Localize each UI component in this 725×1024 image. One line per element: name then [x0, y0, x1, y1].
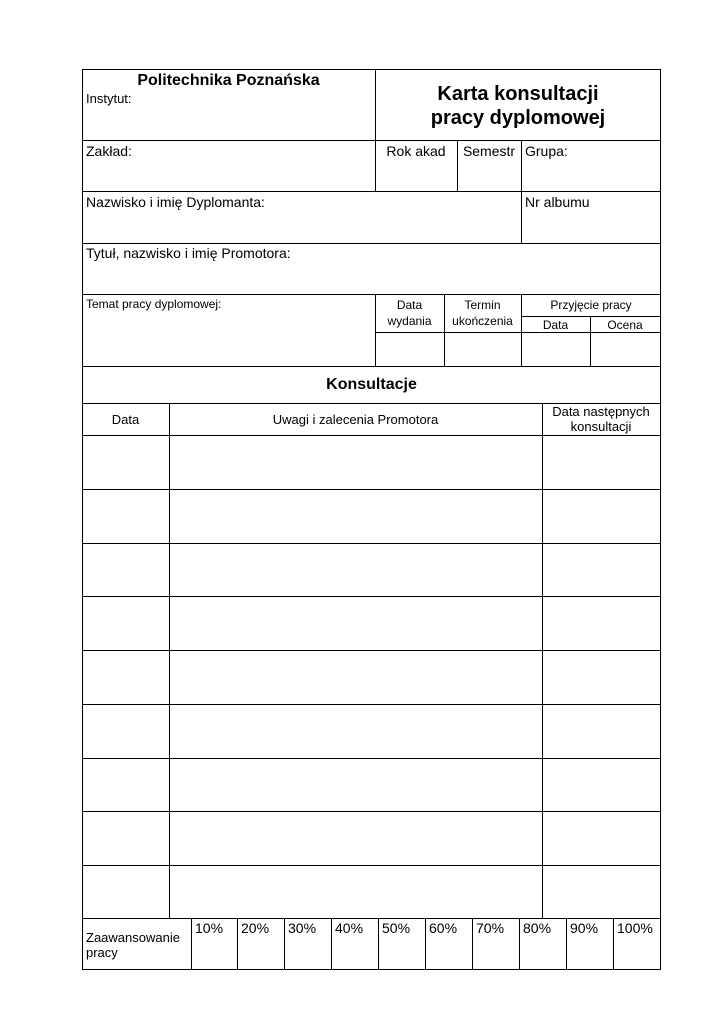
progress-step-50[interactable]: 50%	[382, 920, 411, 936]
student-name-field[interactable]	[84, 212, 519, 241]
progress-step-30[interactable]: 30%	[288, 920, 317, 936]
deadline-field[interactable]	[446, 334, 520, 365]
album-number-field[interactable]	[523, 212, 658, 241]
divider	[521, 316, 661, 317]
consultation-next-date-cell[interactable]	[544, 652, 659, 703]
issue-date-label-line2: wydania	[387, 314, 432, 328]
divider	[82, 918, 661, 919]
divider	[331, 918, 332, 970]
divider	[82, 243, 661, 244]
divider	[169, 403, 170, 918]
consultation-date-cell[interactable]	[84, 652, 168, 703]
department-label: Zakład:	[86, 143, 132, 159]
column-header-next-line1: Data następnych	[552, 404, 650, 419]
issue-date-field[interactable]	[377, 334, 443, 365]
progress-step-40[interactable]: 40%	[335, 920, 364, 936]
column-header-remarks: Uwagi i zalecenia Promotora	[272, 412, 439, 427]
divider	[613, 918, 614, 970]
issue-date-label-line1: Data	[396, 298, 423, 312]
consultation-date-cell[interactable]	[84, 545, 168, 595]
consultation-date-cell[interactable]	[84, 437, 168, 488]
progress-step-10[interactable]: 10%	[195, 920, 224, 936]
consultation-remarks-cell[interactable]	[171, 813, 541, 864]
deadline-label-line2: ukończenia	[452, 314, 513, 328]
consultation-date-cell[interactable]	[84, 867, 168, 917]
frame-bottom-border	[82, 969, 661, 970]
consultation-next-date-cell[interactable]	[544, 437, 659, 488]
acceptance-date-field[interactable]	[523, 334, 589, 365]
academic-year-field[interactable]	[377, 160, 455, 190]
divider	[82, 596, 661, 597]
divider	[237, 918, 238, 970]
consultation-date-cell[interactable]	[84, 813, 168, 864]
semester-field[interactable]	[459, 160, 519, 190]
divider	[82, 294, 661, 295]
frame-left-border	[82, 69, 83, 970]
divider	[82, 140, 661, 141]
consultation-date-cell[interactable]	[84, 706, 168, 757]
progress-step-20[interactable]: 20%	[241, 920, 270, 936]
department-field[interactable]	[84, 160, 373, 190]
form-title-line1: Karta konsultacji	[437, 83, 599, 105]
progress-step-100[interactable]: 100%	[617, 920, 653, 936]
divider	[519, 918, 520, 970]
semester-label: Semestr	[462, 143, 516, 159]
progress-step-70[interactable]: 70%	[476, 920, 505, 936]
divider	[82, 811, 661, 812]
divider	[82, 650, 661, 651]
consultation-next-date-cell[interactable]	[544, 813, 659, 864]
consultation-remarks-cell[interactable]	[171, 652, 541, 703]
supervisor-label: Tytuł, nazwisko i imię Promotora:	[86, 245, 291, 261]
consultation-remarks-cell[interactable]	[171, 437, 541, 488]
divider	[82, 489, 661, 490]
divider	[521, 140, 522, 244]
progress-step-90[interactable]: 90%	[570, 920, 599, 936]
divider	[472, 918, 473, 970]
consultation-date-cell[interactable]	[84, 760, 168, 810]
acceptance-date-label: Data	[542, 318, 569, 332]
consultation-next-date-cell[interactable]	[544, 545, 659, 595]
divider	[375, 332, 661, 333]
acceptance-grade-field[interactable]	[592, 334, 659, 365]
album-number-label: Nr albumu	[525, 194, 590, 210]
consultation-date-cell[interactable]	[84, 598, 168, 649]
supervisor-field[interactable]	[84, 263, 658, 292]
thesis-topic-label: Temat pracy dyplomowej:	[86, 297, 222, 311]
progress-step-60[interactable]: 60%	[429, 920, 458, 936]
column-header-next-line2: konsultacji	[570, 419, 632, 434]
student-name-label: Nazwisko i imię Dyplomanta:	[86, 194, 265, 210]
academic-year-label: Rok akad	[386, 143, 446, 159]
deadline-label-line1: Termin	[464, 298, 501, 312]
consultations-section-title: Konsultacje	[326, 376, 417, 393]
divider	[566, 918, 567, 970]
consultation-remarks-cell[interactable]	[171, 760, 541, 810]
thesis-topic-field[interactable]	[84, 312, 373, 364]
institute-label: Instytut:	[86, 91, 132, 106]
progress-label-line1: Zaawansowanie	[86, 930, 180, 945]
divider	[284, 918, 285, 970]
divider	[82, 758, 661, 759]
frame-top-border	[82, 69, 661, 70]
university-name: Politechnika Poznańska	[137, 72, 320, 89]
divider	[82, 435, 661, 436]
consultation-remarks-cell[interactable]	[171, 545, 541, 595]
divider	[425, 918, 426, 970]
acceptance-label: Przyjęcie pracy	[550, 298, 632, 312]
divider	[82, 366, 661, 367]
divider	[542, 403, 543, 918]
divider	[82, 704, 661, 705]
institute-field[interactable]	[150, 88, 370, 136]
frame-right-border	[660, 69, 661, 970]
consultation-remarks-cell[interactable]	[171, 491, 541, 542]
consultation-next-date-cell[interactable]	[544, 760, 659, 810]
consultation-next-date-cell[interactable]	[544, 706, 659, 757]
form-title-line2: pracy dyplomowej	[430, 107, 606, 129]
consultation-remarks-cell[interactable]	[171, 598, 541, 649]
progress-step-80[interactable]: 80%	[523, 920, 552, 936]
divider	[378, 918, 379, 970]
group-label: Grupa:	[525, 143, 568, 159]
consultation-next-date-cell[interactable]	[544, 598, 659, 649]
consultation-next-date-cell[interactable]	[544, 491, 659, 542]
group-field[interactable]	[523, 160, 658, 190]
acceptance-grade-label: Ocena	[607, 318, 643, 332]
progress-label-line2: pracy	[86, 945, 118, 960]
consultation-remarks-cell[interactable]	[171, 867, 541, 917]
consultation-date-cell[interactable]	[84, 491, 168, 542]
consultation-next-date-cell[interactable]	[544, 867, 659, 917]
divider	[82, 191, 661, 192]
column-header-date: Data	[111, 412, 140, 427]
divider	[191, 918, 192, 970]
consultation-remarks-cell[interactable]	[171, 706, 541, 757]
divider	[82, 865, 661, 866]
divider	[82, 543, 661, 544]
